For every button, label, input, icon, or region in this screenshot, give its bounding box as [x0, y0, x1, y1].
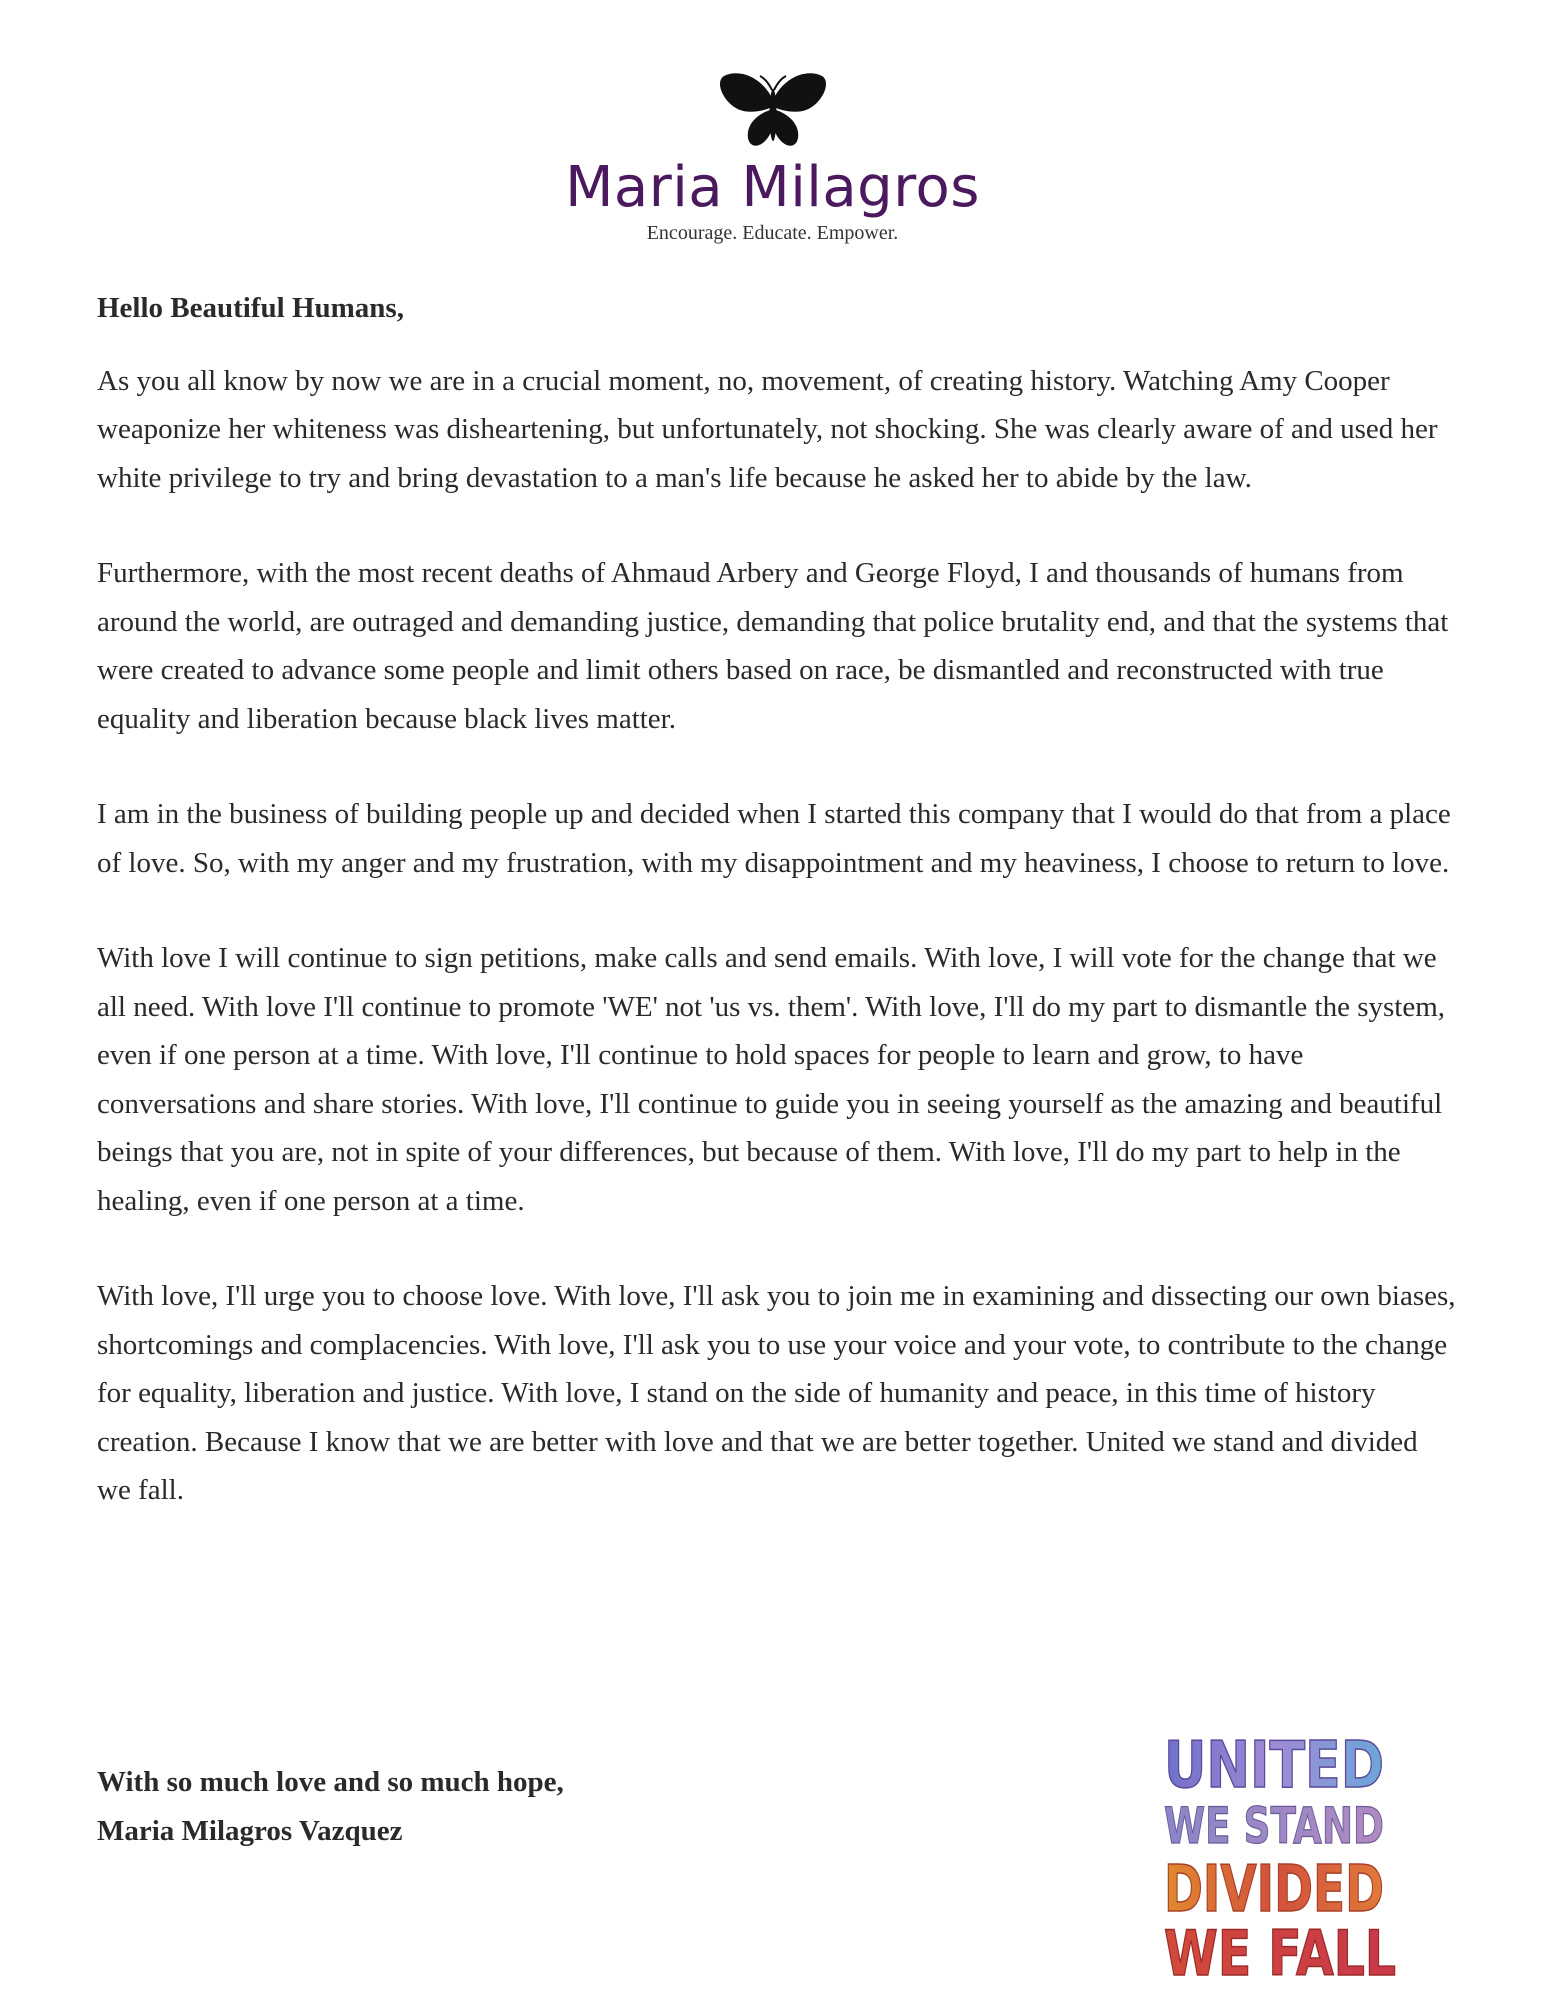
- paragraph-2: Furthermore, with the most recent deaths of Ahmaud Arbery and George Floyd, I and thousands of humans from around the world, are outraged and demanding justice, demanding that police brutality end, and that the systems that were created to advance some people and limit others based on race, be dismantled and reconstructed with true equality and liberation because black lives matter.: [97, 557, 1449, 735]
- signature: Maria Milagros Vazquez: [97, 1814, 403, 1847]
- paragraph-1: As you all know by now we are in a crucial moment, no, movement, of creating history. Watching Amy Cooper weaponize her whiteness was disheartening, but unfortunately, not shocking. She was clearly aware of and used her white privilege to try and bring devastation to a man's life because he asked her to abide by the law.: [97, 364, 1438, 494]
- sign-off: [97, 1758, 564, 1855]
- artwork-line-1: UNITED: [1164, 1729, 1384, 1803]
- tagline: Encourage. Educate. Empower.: [646, 222, 899, 244]
- united-we-stand-artwork: [1158, 1725, 1458, 1985]
- brand-name: Maria Milagros: [565, 155, 980, 220]
- greeting: Hello Beautiful Humans,: [97, 292, 404, 324]
- artwork-line-3: DIVIDED: [1164, 1853, 1384, 1927]
- artwork-line-2: WE STAND: [1164, 1797, 1384, 1855]
- closing-line: With so much love and so much hope,: [97, 1766, 564, 1798]
- paragraph-4: With love I will continue to sign petitions, make calls and send emails. With love, I will vote for the change that we all need. With love I'll continue to promote 'WE' not 'us vs. them'. With love, I'll do my part to dismantle the system, even if one person at a time. With love, I'll continue to hold spaces for people to learn and grow, to have conversations and share stories. With love, I'll continue to guide you in seeing yourself as the amazing and beautiful beings that you are, not in spite of your differences, but because of them. With love, I'll do my part to help in the healing, even if one person at a time.: [97, 942, 1446, 1217]
- artwork-line-4: WE FALL: [1164, 1917, 1396, 1985]
- paragraph-5: With love, I'll urge you to choose love. With love, I'll ask you to join me in examining and dissecting our own biases, shortcomings and complacencies. With love, I'll ask you to use your voice and your vote, to contribute to the change for equality, liberation and justice. With love, I stand on the side of humanity and peace, in this time of history creation. Because I know that we are better with love and that we are better together. United we stand and divided we fall.: [97, 1280, 1456, 1506]
- paragraph-3: I am in the business of building people up and decided when I started this company that I would do that from a place of love. So, with my anger and my frustration, with my disappointment and my heaviness, I choose to return to love.: [97, 798, 1451, 879]
- letter-body: [97, 284, 1457, 1562]
- letterhead: [0, 70, 1545, 245]
- butterfly-icon: [718, 70, 828, 154]
